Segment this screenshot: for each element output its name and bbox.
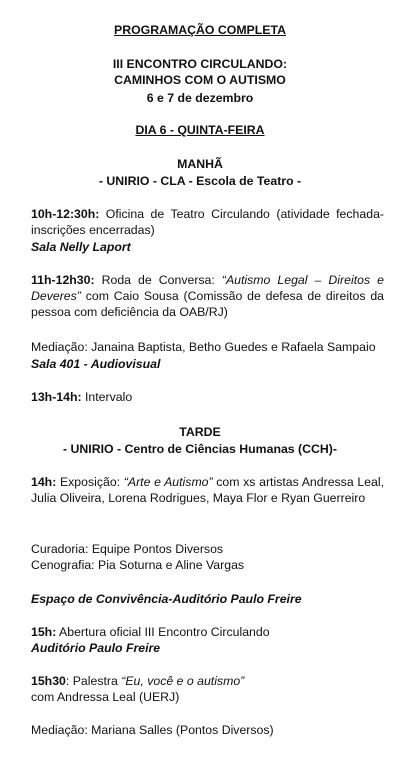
time-label: 11h-12h30: [31, 273, 95, 287]
event-dates: 6 e 7 de dezembro [146, 91, 254, 105]
room-label: Sala 401 - Audiovisual [31, 357, 161, 371]
schedule-item-roundtable [31, 272, 384, 320]
item-title: “Arte e Autismo” [123, 475, 213, 489]
item-description: Oficina de Teatro Circulando (atividade fechada-inscrições encerradas) [31, 207, 384, 237]
scenography-text: Cenografia: Pia Soturna e Aline Vargas [31, 558, 245, 572]
day-heading: DIA 6 - QUINTA-FEIRA [135, 123, 265, 137]
room-label: Sala Nelly Laport [31, 240, 131, 254]
event-title-line1: III ENCONTRO CIRCULANDO: [112, 57, 288, 71]
time-label: 14h: [31, 475, 57, 489]
curation-text: Curadoria: Equipe Pontos Diversos [31, 542, 224, 556]
item-description: Abertura oficial III Encontro Circulando [56, 625, 270, 639]
schedule-item-lecture [31, 673, 384, 689]
room-label: Auditório Paulo Freire [31, 641, 161, 655]
item-description: com xs artistas Andressa Leal, Julia Oliveira, Lorena Rodrigues, Maya Flor e Ryan Guerreiro [31, 475, 384, 505]
schedule-item-exhibition [31, 474, 384, 506]
schedule-item-opening [31, 624, 384, 640]
time-label: 10h-12:30h: [31, 207, 100, 221]
page-title: PROGRAMAÇÃO COMPLETA [114, 23, 286, 37]
item-description: com Caio Sousa (Comissão de defesa de direitos da pessoa com deficiência da OAB/RJ) [31, 289, 384, 319]
time-label: 15h30 [31, 674, 66, 688]
morning-venue: - UNIRIO - CLA - Escola de Teatro - [98, 174, 302, 188]
item-prefix: : Palestra [65, 674, 122, 688]
afternoon-venue: - UNIRIO - Centro de Ciências Humanas (CCH)- [63, 442, 337, 456]
lecture-speaker: com Andressa Leal (UERJ) [31, 690, 180, 704]
schedule-item-break [31, 389, 384, 405]
item-prefix: Exposição: [56, 475, 124, 489]
item-title: “Eu, você e o autismo” [121, 674, 245, 688]
item-title: “Autismo Legal – Direitos e Deveres” [31, 273, 384, 303]
time-label: 13h-14h: [31, 390, 82, 404]
lecture-mediation: Mediação: Mariana Salles (Pontos Diversos) [31, 723, 274, 737]
time-label: 15h: [31, 625, 57, 639]
item-prefix: Roda de Conversa: [94, 273, 222, 287]
mediation-text: Mediação: Janaina Baptista, Betho Guedes e Rafaela Sampaio [31, 340, 376, 354]
schedule-item-workshop [31, 206, 384, 238]
morning-label: MANHÃ [177, 157, 223, 171]
item-description: Intervalo [81, 390, 133, 404]
space-label: Espaço de Convivência-Auditório Paulo Freire [31, 592, 302, 606]
event-title-line2: CAMINHOS COM O AUTISMO [114, 73, 286, 87]
afternoon-label: TARDE [179, 425, 221, 439]
